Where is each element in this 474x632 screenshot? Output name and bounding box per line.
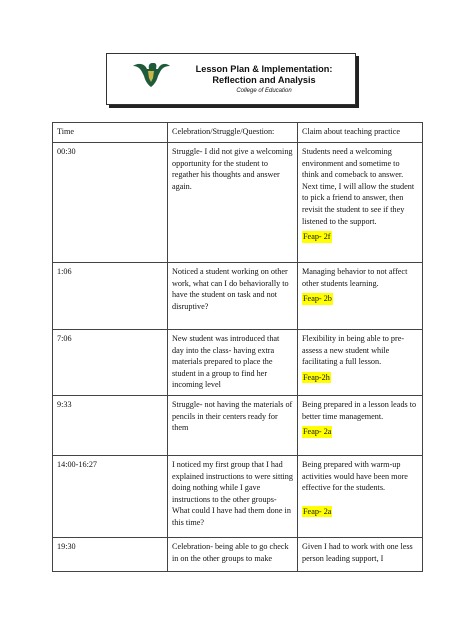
table-row bbox=[53, 396, 423, 456]
claim-text: Being prepared with warm-up activities would have been more effective for the students. bbox=[302, 460, 408, 493]
note-cell: New student was introduced that day into the class- having extra materials prepared to place the student in a group to find her incoming level bbox=[168, 330, 298, 396]
feap-badge: Feap-2h bbox=[303, 372, 330, 382]
table-row bbox=[53, 456, 423, 538]
table-row bbox=[53, 143, 423, 263]
note-cell: Noticed a student working on other work, what can I do behaviorally to have the student on task and not disruptive? bbox=[168, 263, 298, 330]
time-cell: 9:33 bbox=[53, 396, 168, 456]
table-header-row bbox=[53, 123, 423, 143]
header-celebration: Celebration/Struggle/Question: bbox=[168, 123, 298, 143]
time-cell: 14:00-16:27 bbox=[53, 456, 168, 538]
note-cell: I noticed my first group that I had explained instructions to were sitting doing nothing while I gave instructions to the other groups- What could I have had them done in this time? bbox=[168, 456, 298, 538]
table-row bbox=[53, 330, 423, 396]
claim-cell bbox=[298, 456, 423, 538]
feap-badge: Feap- 2a bbox=[303, 427, 332, 437]
claim-text: Being prepared in a lesson leads to better time management. bbox=[302, 400, 417, 421]
claim-text: Students need a welcoming environment and sometime to think and comeback to answer. Next time, I will allow the student to pick a friend to answer, then revisit the student to see if they listened to the support. bbox=[302, 147, 415, 226]
reflection-table bbox=[52, 122, 423, 572]
table-row bbox=[53, 538, 423, 572]
college-subtitle: College of Education bbox=[236, 88, 292, 94]
header-time: Time bbox=[53, 123, 168, 143]
note-cell: Struggle- I did not give a welcoming opportunity for the student to regather his thoughts and answer again. bbox=[168, 143, 298, 263]
claim-cell bbox=[298, 143, 423, 263]
claim-text: Flexibility in being able to pre-assess a new student while facilitating a full lesson. bbox=[302, 334, 405, 367]
title-line-2: Reflection and Analysis bbox=[212, 75, 316, 85]
document-title bbox=[174, 64, 354, 95]
claim-cell bbox=[298, 538, 423, 572]
claim-text: Given I had to work with one less person leading support, I bbox=[302, 542, 413, 563]
claim-cell bbox=[298, 263, 423, 330]
claim-text: Managing behavior to not affect other students learning. bbox=[302, 267, 408, 288]
note-cell: Struggle- not having the materials of pencils in their centers ready for them bbox=[168, 396, 298, 456]
time-cell: 00:30 bbox=[53, 143, 168, 263]
claim-cell bbox=[298, 330, 423, 396]
header-claim: Claim about teaching practice bbox=[298, 123, 423, 143]
table-row bbox=[53, 263, 423, 330]
feap-badge: Feap- 2f bbox=[303, 232, 331, 242]
feap-badge: Feap- 2a bbox=[303, 506, 332, 516]
time-cell: 7:06 bbox=[53, 330, 168, 396]
note-cell: Celebration- being able to go check in on the other groups to make bbox=[168, 538, 298, 572]
time-cell: 1:06 bbox=[53, 263, 168, 330]
bull-logo-icon bbox=[131, 60, 171, 90]
claim-cell bbox=[298, 396, 423, 456]
title-line-1: Lesson Plan & Implementation: bbox=[195, 64, 333, 74]
feap-badge: Feap- 2b bbox=[303, 294, 332, 304]
time-cell: 19:30 bbox=[53, 538, 168, 572]
